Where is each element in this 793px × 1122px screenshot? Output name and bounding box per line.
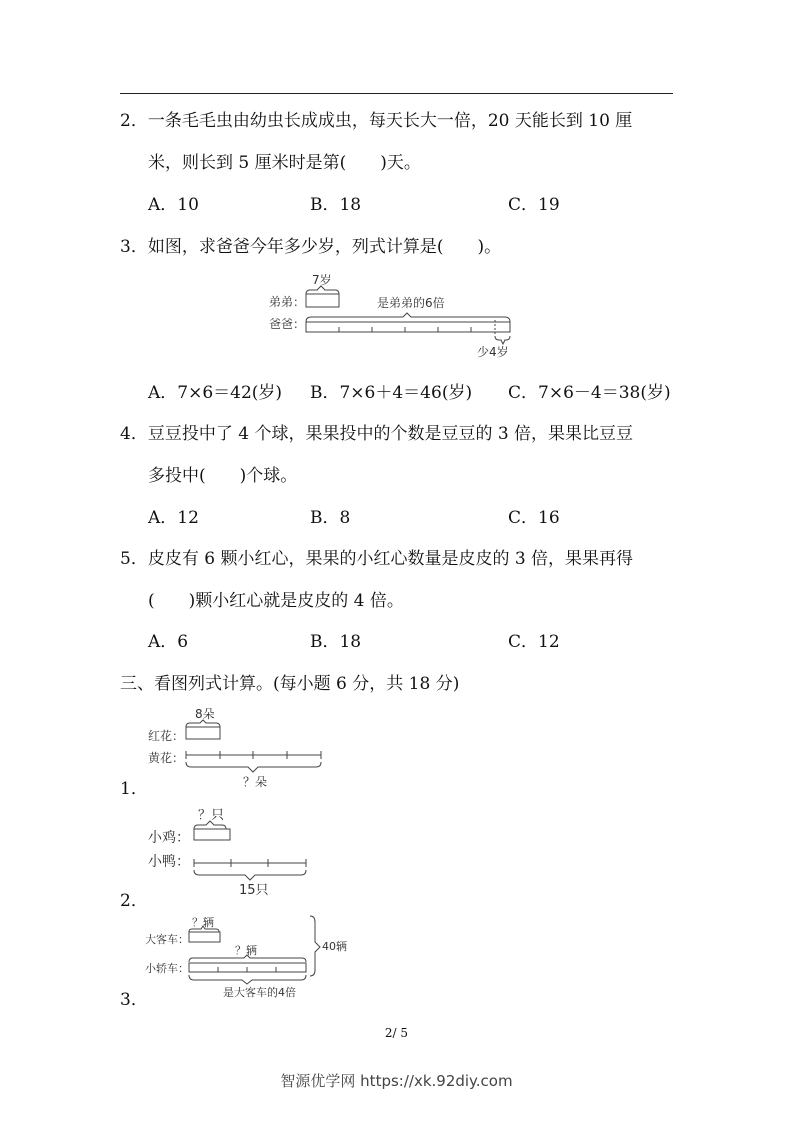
p2-chick-bar <box>194 829 230 840</box>
q3-younger-label: 弟弟： <box>269 295 306 309</box>
p3-bus-bar <box>189 932 220 942</box>
q5-option-c: C．12 <box>508 632 560 652</box>
p3-car-label: 小轿车： <box>145 962 189 975</box>
p1-bottom-brace <box>186 762 321 772</box>
p3-bus-label: 大客车： <box>145 933 189 946</box>
q4-option-a: A．12 <box>148 508 199 528</box>
q3-option-b: B．7×6＋4＝46(岁) <box>310 383 473 403</box>
p1-bottom-label: ？朵 <box>243 775 268 789</box>
q3-seven-label: 7岁 <box>312 273 332 287</box>
q2-line2: 米，则长到 5 厘米时是第( )天。 <box>148 153 421 173</box>
q3-times-brace <box>306 313 510 322</box>
q3-younger-bar <box>306 294 339 307</box>
page-number: 2/ 5 <box>384 1026 409 1040</box>
section3-heading: 三、看图列式计算。(每小题 6 分，共 18 分) <box>120 674 460 694</box>
p3-total-brace <box>310 916 320 976</box>
header-rule <box>120 93 673 94</box>
q3-seven-brace <box>306 286 339 294</box>
p3-bottom-brace <box>189 975 306 984</box>
p3-diagram <box>145 910 365 1004</box>
q5-option-b: B．18 <box>310 632 362 652</box>
q4-option-c: C．16 <box>508 508 560 528</box>
q3-diagram <box>265 270 525 362</box>
q3-father-label: 爸爸： <box>269 317 306 331</box>
p3-car-top-brace <box>189 955 306 962</box>
q2-option-b: B．18 <box>310 195 362 215</box>
p1-diagram <box>148 704 328 792</box>
q5-line1: 5．皮皮有 6 颗小红心，果果的小红心数量是皮皮的 3 倍，果果再得 <box>120 549 634 569</box>
p1-red-label: 红花： <box>148 729 185 743</box>
p3-car-top: ？辆 <box>235 944 257 957</box>
p1-yellow-label: 黄花： <box>148 751 185 765</box>
p1-top-label: 8朵 <box>195 707 215 721</box>
footer-watermark: 智源优学网 https://xk.92diy.com <box>280 1072 513 1090</box>
p3-bottom-label: 是大客车的4倍 <box>223 986 296 999</box>
q4-line1: 4．豆豆投中了 4 个球，果果投中的个数是豆豆的 3 倍，果果比豆豆 <box>120 424 634 444</box>
p2-top-label: ？只 <box>198 808 225 823</box>
q5-option-a: A．6 <box>148 632 189 652</box>
p1-red-bar <box>186 727 220 739</box>
q4-line2: 多投中( )个球。 <box>148 466 298 486</box>
p2-duck-label: 小鸭： <box>148 854 190 870</box>
q2-option-a: A．10 <box>148 195 199 215</box>
q3-times-label: 是弟弟的6倍 <box>377 296 445 310</box>
q5-line2: ( )颗小红心就是皮皮的 4 倍。 <box>148 591 404 611</box>
q3-option-a: A．7×6＝42(岁) <box>148 383 283 403</box>
q3-option-c: C．7×6－4＝38(岁) <box>508 383 671 403</box>
p1-number: 1． <box>120 779 148 799</box>
q3-less-brace <box>495 336 510 344</box>
p2-bottom-label: 15只 <box>239 883 269 898</box>
p2-diagram <box>148 804 318 898</box>
p2-chick-label: 小鸡： <box>148 830 190 846</box>
p3-bus-top: ？辆 <box>192 916 214 929</box>
p3-total-label: 40辆 <box>322 940 347 953</box>
p2-bottom-brace <box>194 870 306 880</box>
q2-line1: 2．一条毛毛虫由幼虫长成成虫，每天长大一倍，20 天能长到 10 厘 <box>120 111 633 131</box>
q2-option-c: C．19 <box>508 195 560 215</box>
p2-number: 2． <box>120 891 148 911</box>
q3-line1: 3．如图，求爸爸今年多少岁，列式计算是( )。 <box>120 237 502 257</box>
p1-top-brace <box>186 720 220 727</box>
p3-number: 3． <box>120 990 148 1010</box>
q4-option-b: B．8 <box>310 508 351 528</box>
q3-father-bar <box>306 322 510 332</box>
q3-less-label: 少4岁 <box>477 345 509 359</box>
